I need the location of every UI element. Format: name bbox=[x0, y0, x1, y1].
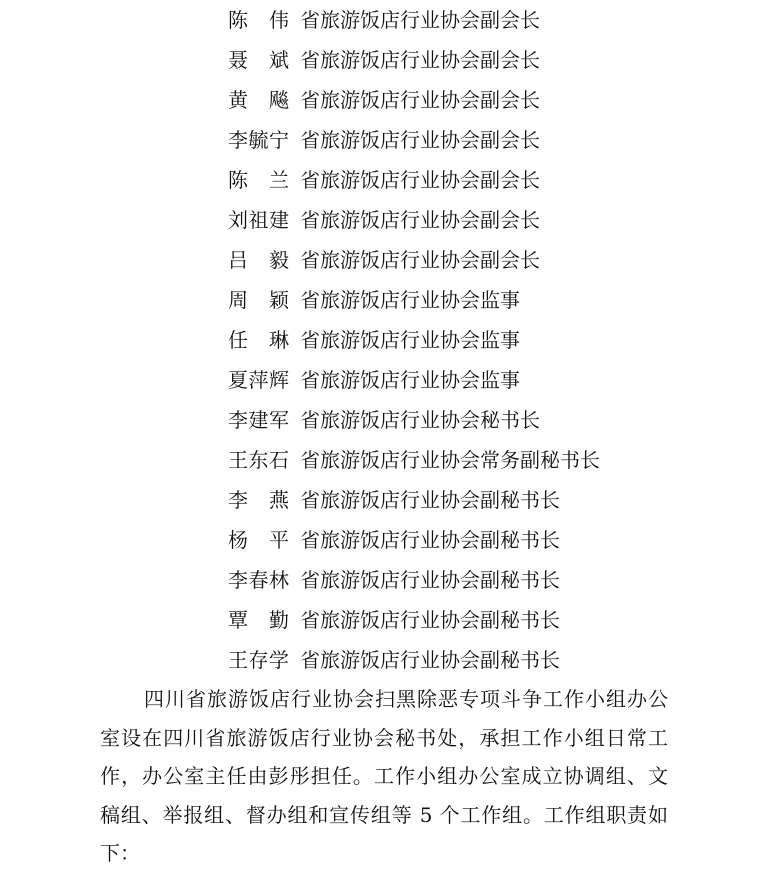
paragraph-line: 下： bbox=[100, 841, 140, 865]
member-title: 省旅游饭店行业协会副秘书长 bbox=[300, 528, 560, 552]
member-row bbox=[228, 520, 748, 560]
member-title: 省旅游饭店行业协会监事 bbox=[300, 328, 520, 352]
paragraph-line: 四川省旅游饭店行业协会扫黑除恶专项斗争工作小组办公 bbox=[144, 687, 668, 711]
member-title: 省旅游饭店行业协会副秘书长 bbox=[300, 568, 560, 592]
member-name: 聂 斌 bbox=[228, 48, 289, 72]
member-name: 刘祖建 bbox=[228, 208, 289, 232]
member-row bbox=[228, 400, 748, 440]
member-row bbox=[228, 320, 748, 360]
member-name: 周 颖 bbox=[228, 288, 289, 312]
member-list bbox=[228, 0, 748, 680]
member-title: 省旅游饭店行业协会副会长 bbox=[300, 248, 540, 272]
member-name: 夏萍辉 bbox=[228, 368, 289, 392]
paragraph-line: 作，办公室主任由彭彤担任。工作小组办公室成立协调组、文 bbox=[100, 764, 668, 788]
member-row bbox=[228, 40, 748, 80]
member-title: 省旅游饭店行业协会监事 bbox=[300, 288, 520, 312]
member-name: 陈 兰 bbox=[228, 168, 289, 192]
member-name: 覃 勤 bbox=[228, 608, 289, 632]
member-title: 省旅游饭店行业协会常务副秘书长 bbox=[300, 448, 600, 472]
member-title: 省旅游饭店行业协会监事 bbox=[300, 368, 520, 392]
member-row bbox=[228, 160, 748, 200]
member-name: 李 燕 bbox=[228, 488, 289, 512]
member-row bbox=[228, 80, 748, 120]
member-name: 陈 伟 bbox=[228, 8, 289, 32]
member-title: 省旅游饭店行业协会副会长 bbox=[300, 8, 540, 32]
member-name: 李毓宁 bbox=[228, 128, 289, 152]
member-row bbox=[228, 0, 748, 40]
body-paragraph bbox=[100, 680, 668, 873]
paragraph-line: 室设在四川省旅游饭店行业协会秘书处，承担工作小组日常工 bbox=[100, 725, 668, 750]
member-title: 省旅游饭店行业协会副秘书长 bbox=[300, 488, 560, 512]
member-row bbox=[228, 200, 748, 240]
member-title: 省旅游饭店行业协会秘书长 bbox=[300, 408, 540, 432]
member-row bbox=[228, 240, 748, 280]
member-name: 黄 飚 bbox=[228, 88, 289, 112]
member-title: 省旅游饭店行业协会副会长 bbox=[300, 128, 540, 152]
member-title: 省旅游饭店行业协会副会长 bbox=[300, 208, 540, 232]
member-name: 李建军 bbox=[228, 408, 289, 432]
member-row bbox=[228, 560, 748, 600]
member-row bbox=[228, 280, 748, 320]
member-name: 李春林 bbox=[228, 568, 289, 592]
member-row bbox=[228, 640, 748, 680]
member-title: 省旅游饭店行业协会副会长 bbox=[300, 48, 540, 72]
member-name: 任 琳 bbox=[228, 328, 289, 352]
member-title: 省旅游饭店行业协会副会长 bbox=[300, 168, 540, 192]
member-name: 王东石 bbox=[228, 448, 289, 472]
member-title: 省旅游饭店行业协会副会长 bbox=[300, 88, 540, 112]
member-name: 王存学 bbox=[228, 648, 289, 672]
member-row bbox=[228, 440, 748, 480]
member-name: 杨 平 bbox=[228, 528, 289, 552]
member-title: 省旅游饭店行业协会副秘书长 bbox=[300, 608, 560, 632]
member-row bbox=[228, 360, 748, 400]
member-row bbox=[228, 120, 748, 160]
member-row bbox=[228, 480, 748, 520]
member-name: 吕 毅 bbox=[228, 248, 289, 272]
member-title: 省旅游饭店行业协会副秘书长 bbox=[300, 648, 560, 672]
member-row bbox=[228, 600, 748, 640]
paragraph-line: 稿组、举报组、督办组和宣传组等 5 个工作组。工作组职责如 bbox=[100, 802, 668, 827]
